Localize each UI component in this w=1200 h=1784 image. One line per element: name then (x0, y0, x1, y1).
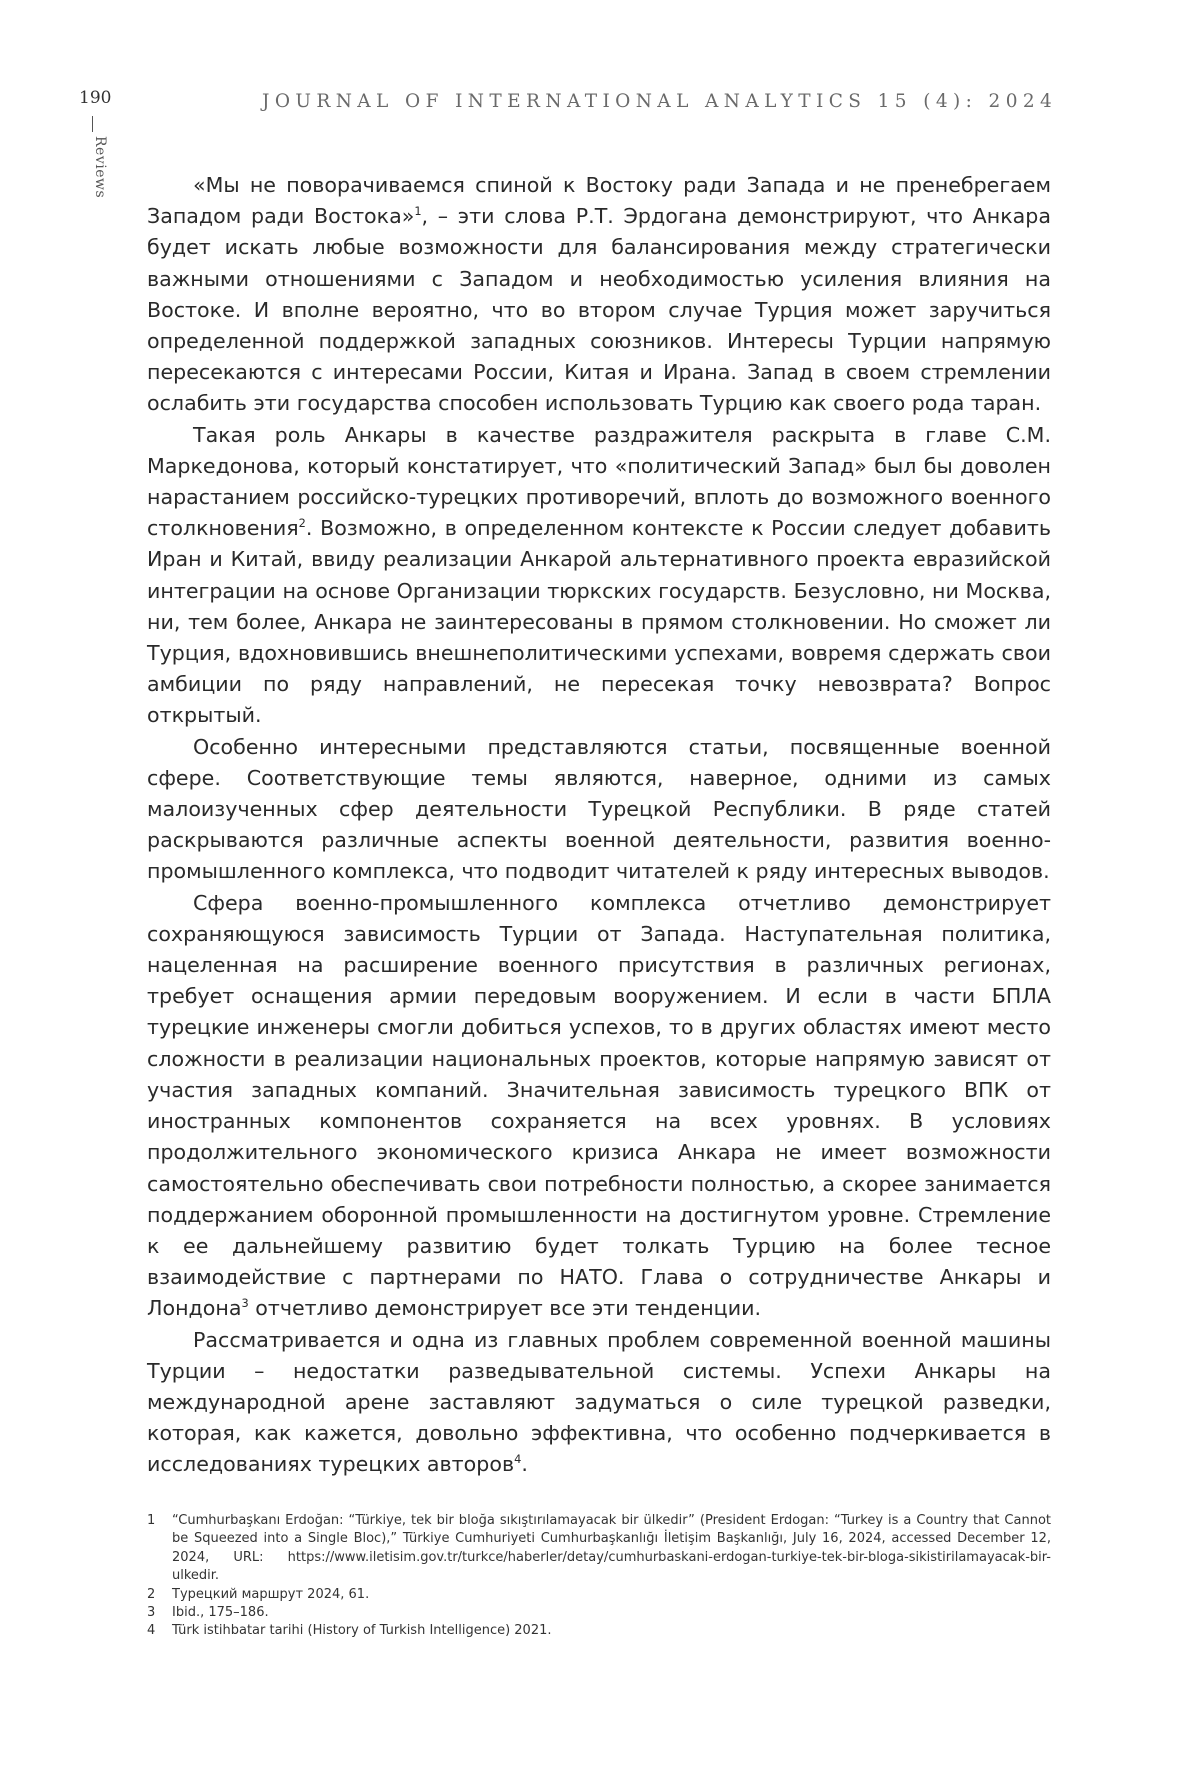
main-text (147, 170, 1051, 1481)
footnote-number: 2 (147, 1586, 156, 1602)
footnote (147, 1512, 1051, 1586)
paragraph-text: . Возможно, в определенном контексте к России следует добавить Иран и Китай, ввиду реализации Анкарой альтернативного проекта евразийской интеграции на основе Организации тюркских государств. Безусловно, ни Москва, ни, тем более, Анкара не заинтересованы в прямом столкновении. Но сможет ли Турция, вдохновившись внешнеполитическими успехами, вовремя сдержать свои амбиции по ряду направлений, не пересекая точку невозврата? Вопрос открытый. (147, 516, 1051, 728)
sidebar-rule (92, 116, 93, 132)
footnote-text: Ibid., 175–186. (172, 1605, 269, 1621)
footnote-number: 1 (147, 1513, 156, 1528)
paragraph-text: , – эти слова Р.Т. Эрдогана демонстрируют, что Анкара будет искать любые возможности для балансирования между стратегически важными отношениями с Западом и необходимостью усиления влияния на Востоке. И вполне вероятно, что во втором случае Турция может заручиться определенной поддержкой западных союзников. Интересы Турции напрямую пересекаются с интересами России, Китая и Ирана. Запад в своем стремлении ослабить эти государства способен использовать Турцию как своего рода таран. (147, 204, 1051, 416)
footnote (147, 1586, 1051, 1604)
footnote-number: 3 (147, 1605, 156, 1621)
paragraph (147, 1325, 1051, 1481)
section-label: Reviews (92, 136, 108, 199)
footnote-text: Турецкий маршрут 2024, 61. (172, 1586, 370, 1602)
footnote-ref[interactable]: 4 (514, 1452, 522, 1467)
footnote (147, 1622, 1051, 1640)
paragraph-text: Сфера военно-промышленного комплекса отчетливо демонстрирует сохраняющуюся зависимость Турции от Запада. Наступательная политика, нацеленная на расширение военного присутствия в различных регионах, требует оснащения армии передовым вооружением. И если в части БПЛА турецкие инженеры смогли добиться успехов, то в других областях имеют место сложности в реализации национальных проектов, которые напрямую зависят от участия западных компаний. Значительная зависимость турецкого ВПК от иностранных компонентов сохраняется на всех уровнях. В условиях продолжительного экономического кризиса Анкара не имеет возможности самостоятельно обеспечивать свои потребности полностью, а скорее занимается поддержанием оборонной промышленности на достигнутом уровне. Стремление к ее дальнейшему развитию будет толкать Турцию на более тесное взаимодействие с партнерами по НАТО. Глава о сотрудничестве Анкары и Лондона (147, 890, 1051, 1321)
paragraph-text: Особенно интересными представляются статьи, посвященные военной сфере. Соответствующие темы являются, наверное, одними из самых малоизученных сфер деятельности Турецкой Республики. В ряде статей раскрываются различные аспекты военной деятельности, развития военно-промышленного комплекса, что подводит читателей к ряду интересных выводов. (147, 734, 1051, 884)
running-head: JOURNAL OF INTERNATIONAL ANALYTICS 15 (4): 2024 (262, 91, 1058, 112)
page-number: 190 (79, 88, 112, 108)
paragraph-text: Такая роль Анкары в качестве раздражителя раскрыта в главе С.М. Маркедонова, который констатирует, что «политический Запад» был бы доволен нарастанием российско-турецких противоречий, вплоть до возможного военного столкновения (147, 422, 1051, 541)
footnote-number: 4 (147, 1623, 156, 1639)
footnote-text: “Cumhurbaşkanı Erdoğan: “Türkiye, tek bir bloğa sıkıştırılamayacak bir ülkedir” (President Erdogan: “Turkey is a Country that Cannot be Squeezed into a Single Bloc),” Türkiye Cumhuriyeti Cumhurbaşkanlığı İletişim Başkanlığı, July 16, 2024, accessed December 12, 2024, URL: https://www.iletisim.gov.tr/turkce/haberler/detay/cumhurbaskani-erdogan-turkiye-tek-bir-bloga-sikistirilamayacak-bir-ulkedir. (172, 1513, 1051, 1584)
paragraph-text: отчетливо демонстрирует все эти тенденции. (248, 1296, 762, 1321)
footnote-text: Türk istihbatar tarihi (History of Turkish Intelligence) 2021. (172, 1623, 552, 1639)
paragraph (147, 420, 1051, 732)
paragraph (147, 732, 1051, 888)
paragraph-text: Рассматривается и одна из главных проблем современной военной машины Турции – недостатки разведывательной системы. Успехи Анкары на международной арене заставляют задуматься о силе турецкой разведки, которая, как кажется, довольно эффективна, что особенно подчеркивается в исследованиях турецких авторов (147, 1327, 1051, 1477)
footnote-ref[interactable]: 1 (414, 204, 422, 219)
footnote-ref[interactable]: 2 (298, 516, 306, 531)
footnotes (147, 1512, 1051, 1641)
paragraph-text: . (521, 1452, 528, 1477)
footnote (147, 1604, 1051, 1622)
footnote-ref[interactable]: 3 (241, 1296, 249, 1311)
paragraph (147, 170, 1051, 420)
paragraph (147, 888, 1051, 1325)
paragraph-text: «Мы не поворачиваемся спиной к Востоку ради Запада и не пренебрегаем Западом ради Востока» (147, 173, 1051, 229)
